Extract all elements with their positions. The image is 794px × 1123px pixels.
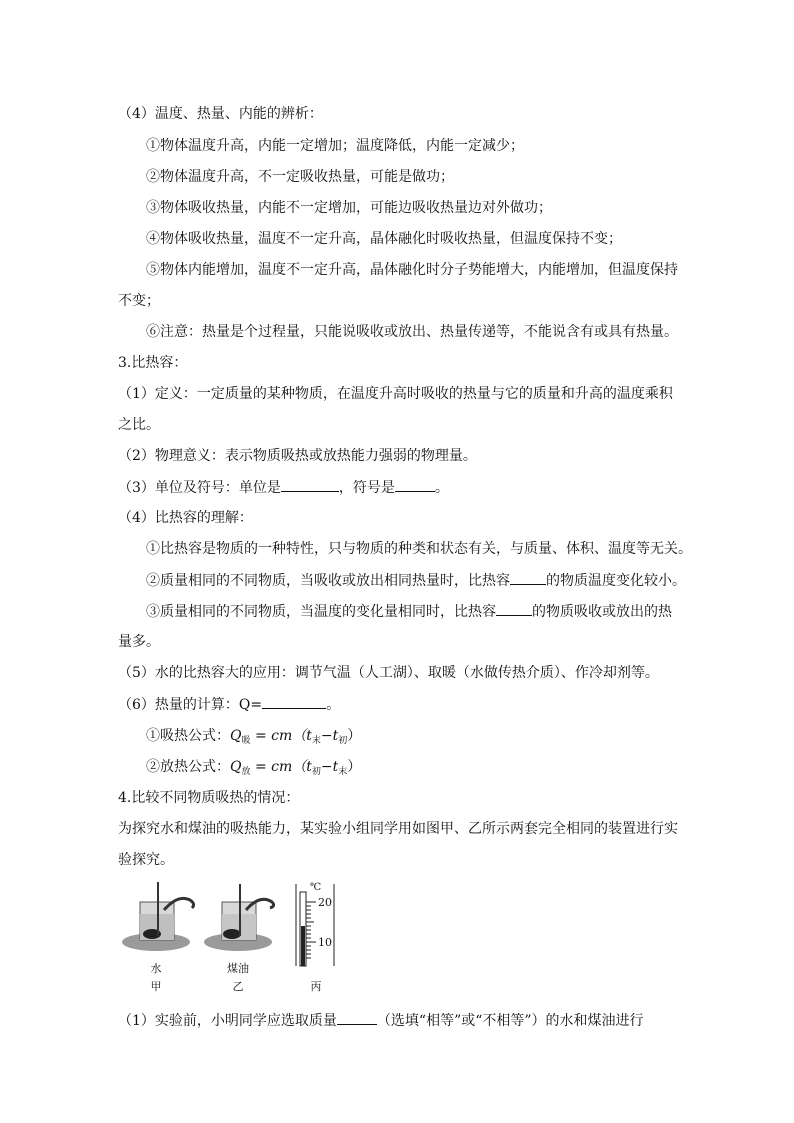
fill-in-question (118, 1010, 644, 1031)
fill-in-question (118, 477, 449, 498)
question-text: 的物质温度变化较小。 (546, 573, 686, 589)
question-text: ，符号是 (338, 480, 395, 496)
formula-subscript: 末 (311, 736, 321, 746)
list-item: ④物体吸收热量，温度不一定升高，晶体融化时吸收热量，但温度保持不变； (146, 231, 622, 247)
formula-q: Q (230, 728, 242, 744)
formula-subscript: 末 (338, 767, 348, 777)
list-item: ①比热容是物质的一种特性，只与物质的种类和状态有关，与质量、体积、温度等无关。 (146, 541, 692, 557)
answer-blank[interactable] (496, 601, 532, 616)
formula-subscript: 初 (338, 736, 348, 746)
paragraph: （2）物理意义：表示物质吸热或放热能力强弱的物理量。 (118, 448, 477, 464)
figure-label-bing: 丙 (310, 980, 322, 993)
paragraph: （1）定义：一定质量的某种物质，在温度升高时吸收的热量与它的质量和升高的温度乘积 (118, 386, 673, 402)
note-item: ⑥注意：热量是个过程量，只能说吸收或放出、热量传递等，不能说含有或具有热量。 (146, 324, 678, 340)
paragraph: （5）水的比热容大的应用：调节气温（人工湖）、取暖（水做传热介质）、作冷却剂等。 (118, 665, 659, 681)
fill-in-question (146, 601, 672, 622)
formula-absorb (146, 726, 361, 751)
formula-subscript: 初 (311, 767, 321, 777)
question-text: 。 (326, 697, 341, 713)
formula-release (146, 757, 361, 782)
formula-paren: （t (292, 728, 312, 744)
answer-blank[interactable] (281, 477, 339, 492)
question-text: ②质量相同的不同物质，当吸收或放出相同热量时，比热容 (146, 573, 510, 589)
beaker-kerosene-icon (204, 884, 274, 951)
figure-label-yi: 乙 (232, 980, 244, 993)
paragraph: 为探究水和煤油的吸热能力，某实验小组同学用如图甲、乙所示两套完全相同的装置进行实 (118, 821, 678, 837)
paragraph-continuation: 之比。 (118, 417, 160, 433)
formula-paren-close: ） (347, 759, 362, 775)
answer-blank[interactable] (510, 570, 546, 585)
formula-paren: （t (292, 759, 312, 775)
question-text: 的物质吸收或放出的热 (532, 604, 672, 620)
beaker1-content-label: 水 (150, 962, 162, 975)
formula-minus: −t (320, 728, 339, 744)
section-heading: （4）温度、热量、内能的辨析： (118, 106, 323, 122)
answer-blank[interactable] (262, 694, 326, 709)
thermometer-tick-20: 20 (318, 896, 332, 909)
section-title: 3.比热容： (118, 355, 188, 371)
formula-eq: = cm (250, 728, 293, 744)
question-text: ③质量相同的不同物质，当温度的变化量相同时，比热容 (146, 604, 496, 620)
experiment-figure (120, 880, 360, 1000)
thermometer-unit: ℃ (310, 882, 322, 893)
section-title: 4.比较不同物质吸热的情况： (118, 790, 300, 806)
answer-blank[interactable] (337, 1010, 377, 1025)
list-item: ⑤物体内能增加，温度不一定升高，晶体融化时分子势能增大，内能增加，但温度保持 (146, 262, 678, 278)
question-text: （3）单位及符号：单位是 (118, 480, 281, 496)
formula-minus: −t (320, 759, 339, 775)
formula-q: Q (230, 759, 242, 775)
fill-in-question (146, 570, 686, 591)
beaker2-content-label: 煤油 (227, 962, 249, 975)
list-item: ③物体吸收热量，内能不一定增加，可能边吸收热量边对外做功； (146, 200, 552, 216)
formula-subscript: 吸 (241, 736, 251, 746)
paragraph-continuation: 验探究。 (118, 852, 174, 868)
formula-subscript: 放 (241, 767, 251, 777)
formula-paren-close: ） (347, 728, 362, 744)
question-text: （选填“相等”或“不相等”）的水和煤油进行 (376, 1013, 644, 1029)
question-text: 。 (434, 480, 449, 496)
question-text: （1）实验前，小明同学应选取质量 (118, 1013, 337, 1029)
formula-eq: = cm (250, 759, 293, 775)
list-item: ②物体温度升高，不一定吸收热量，可能是做功； (146, 169, 454, 185)
formula-label: ①吸热公式： (146, 728, 230, 744)
list-item-continuation: 不变； (118, 293, 160, 309)
beaker-water-icon (122, 882, 194, 951)
fill-in-question (118, 694, 340, 715)
paragraph-continuation: 量多。 (118, 634, 160, 650)
formula-label: ②放热公式： (146, 759, 230, 775)
answer-blank[interactable] (395, 477, 435, 492)
list-item: ①物体温度升高，内能一定增加；温度降低，内能一定减少； (146, 138, 524, 154)
question-text: （6）热量的计算：Q= (118, 697, 263, 713)
thermometer-tick-10: 10 (318, 936, 332, 949)
figure-label-jia: 甲 (150, 980, 162, 993)
paragraph: （4）比热容的理解： (118, 510, 253, 526)
